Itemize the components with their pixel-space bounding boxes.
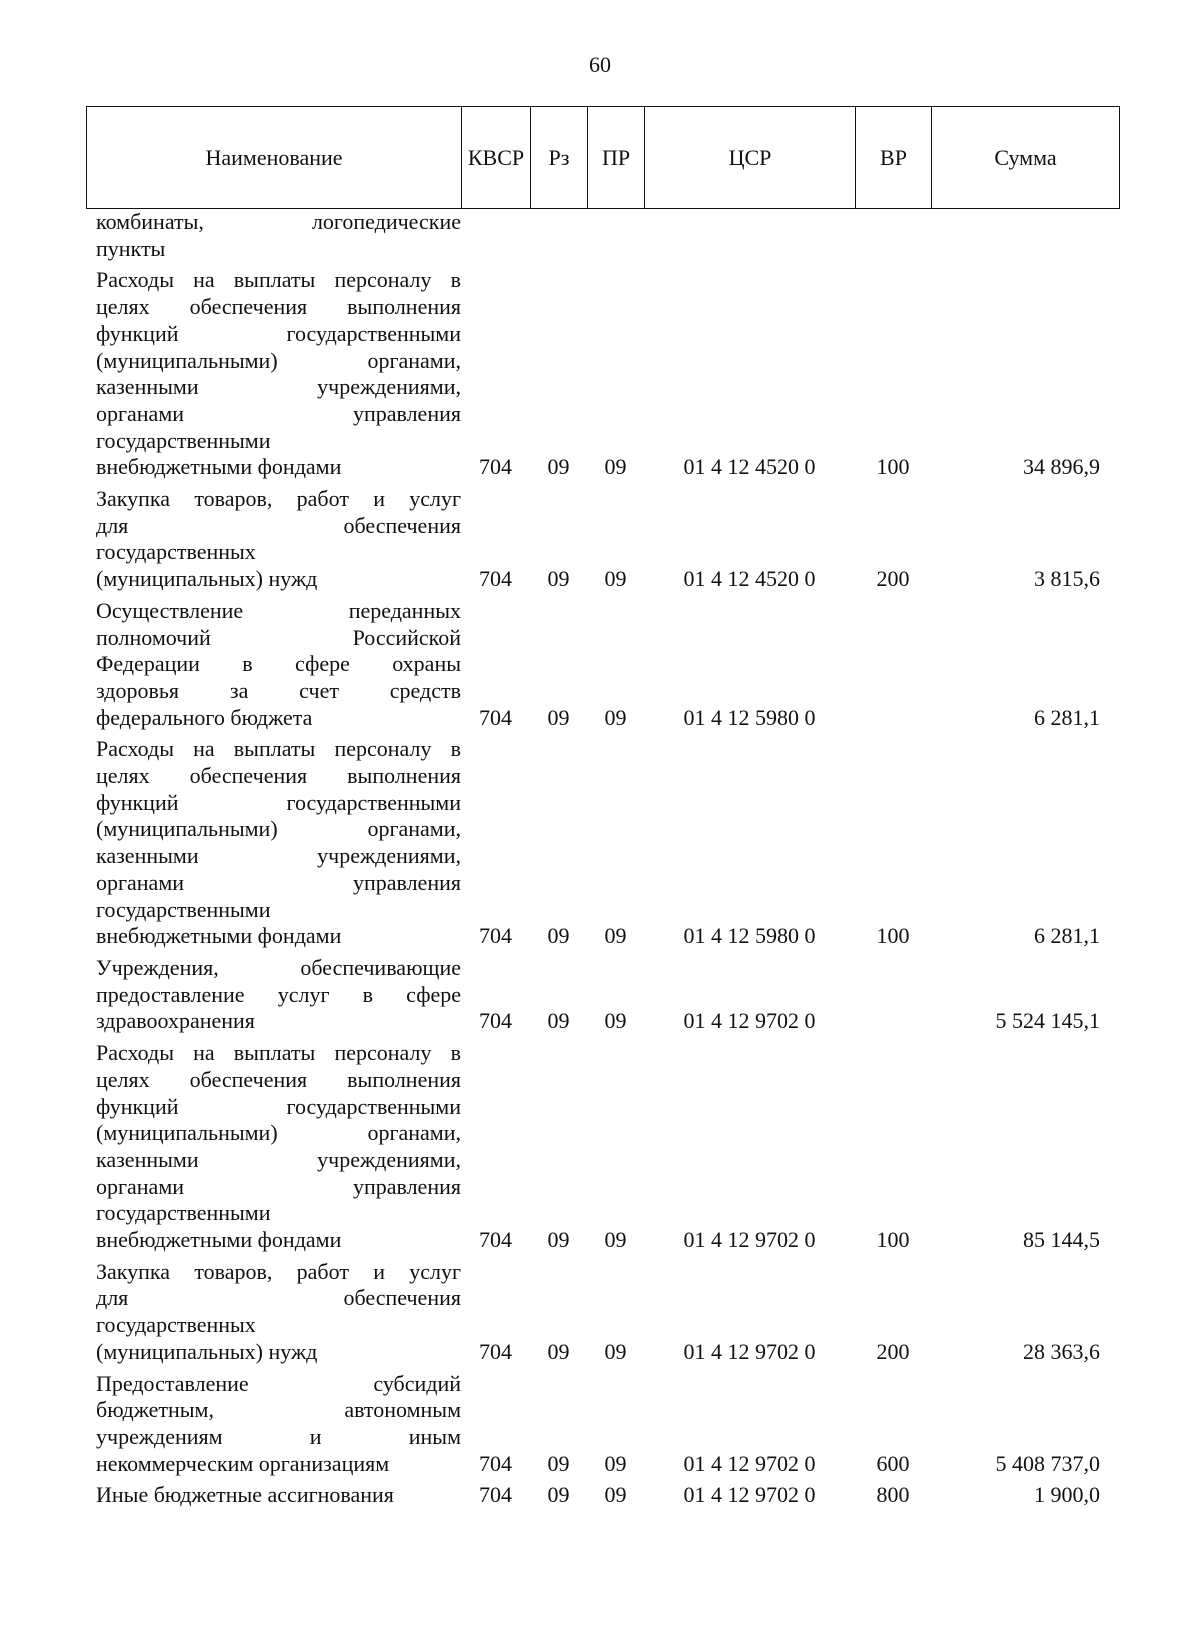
row-sum: 34 896,9 bbox=[1023, 454, 1100, 480]
row-name-line: внебюджетными фондами bbox=[96, 1227, 342, 1253]
row-rz: 09 bbox=[547, 704, 570, 730]
row-name-line: функций государственными bbox=[96, 320, 461, 346]
row-kvsr: 704 bbox=[479, 1227, 512, 1253]
row-name-line: предоставление услуг в сфере bbox=[96, 981, 461, 1007]
row-name-line: (муниципальными) органами, bbox=[96, 816, 461, 842]
row-name-line: для обеспечения bbox=[96, 512, 461, 538]
row-name-line: Предоставление субсидий bbox=[96, 1370, 461, 1396]
row-name-line: здоровья за счет средств bbox=[96, 677, 461, 703]
row-pr: 09 bbox=[604, 1227, 627, 1253]
row-name-line: органами управления bbox=[96, 400, 461, 426]
row-csr: 01 4 12 9702 0 bbox=[683, 1008, 816, 1034]
row-csr: 01 4 12 9702 0 bbox=[683, 1482, 816, 1508]
row-sum: 5 524 145,1 bbox=[995, 1008, 1100, 1034]
row-name-line: комбинаты, логопедические bbox=[96, 209, 461, 234]
row-name-line: Закупка товаров, работ и услуг bbox=[96, 486, 461, 512]
row-kvsr: 704 bbox=[479, 1482, 512, 1508]
row-name bbox=[86, 955, 461, 1035]
row-csr: 01 4 12 9702 0 bbox=[683, 1338, 816, 1364]
table-row bbox=[86, 1040, 1120, 1254]
row-name-line: целях обеспечения выполнения bbox=[96, 763, 461, 789]
row-name bbox=[86, 486, 461, 593]
row-rz: 09 bbox=[547, 566, 570, 592]
header-vr: ВР bbox=[856, 107, 932, 208]
row-rz: 09 bbox=[547, 923, 570, 949]
table-row bbox=[86, 1482, 1120, 1509]
table-row bbox=[86, 486, 1120, 593]
row-name-line: государственных bbox=[96, 539, 256, 565]
row-name-line: государственных bbox=[96, 1312, 256, 1338]
header-name: Наименование bbox=[87, 107, 462, 208]
row-name-line: бюджетным, автономным bbox=[96, 1397, 461, 1423]
row-name-line: государственными bbox=[96, 1200, 271, 1226]
row-name-line: некоммерческим организациям bbox=[96, 1450, 390, 1476]
row-vr: 200 bbox=[876, 1338, 910, 1364]
row-name-line: казенными учреждениями, bbox=[96, 1146, 461, 1172]
row-name bbox=[86, 209, 461, 262]
row-sum: 6 281,1 bbox=[1034, 704, 1100, 730]
row-rz: 09 bbox=[547, 1450, 570, 1476]
row-name-line: Расходы на выплаты персоналу в bbox=[96, 267, 461, 293]
row-name-line: (муниципальными) органами, bbox=[96, 347, 461, 373]
table-row bbox=[86, 267, 1120, 481]
table-row bbox=[86, 1371, 1120, 1478]
row-sum: 6 281,1 bbox=[1034, 923, 1100, 949]
row-name-line: (муниципальных) нужд bbox=[96, 566, 318, 592]
row-vr: 100 bbox=[876, 1227, 910, 1253]
row-vr: 600 bbox=[876, 1450, 910, 1476]
row-kvsr: 704 bbox=[479, 1338, 512, 1364]
row-name-line: здравоохранения bbox=[96, 1008, 255, 1034]
row-sum: 5 408 737,0 bbox=[995, 1450, 1100, 1476]
row-name-line: государственными bbox=[96, 896, 271, 922]
row-csr: 01 4 12 9702 0 bbox=[683, 1227, 816, 1253]
row-pr: 09 bbox=[604, 1008, 627, 1034]
row-name-line: внебюджетными фондами bbox=[96, 454, 342, 480]
row-vr: 200 bbox=[876, 566, 910, 592]
row-name-line: целях обеспечения выполнения bbox=[96, 1066, 461, 1092]
row-name-line: казенными учреждениями, bbox=[96, 374, 461, 400]
row-sum: 3 815,6 bbox=[1034, 566, 1100, 592]
row-rz: 09 bbox=[547, 1008, 570, 1034]
row-pr: 09 bbox=[604, 1338, 627, 1364]
row-name-line: функций государственными bbox=[96, 1093, 461, 1119]
row-pr: 09 bbox=[604, 1450, 627, 1476]
row-rz: 09 bbox=[547, 1227, 570, 1253]
row-kvsr: 704 bbox=[479, 1008, 512, 1034]
row-rz: 09 bbox=[547, 454, 570, 480]
row-rz: 09 bbox=[547, 1338, 570, 1364]
row-pr: 09 bbox=[604, 454, 627, 480]
row-name-line: органами управления bbox=[96, 1173, 461, 1199]
row-kvsr: 704 bbox=[479, 566, 512, 592]
row-name-line: Учреждения, обеспечивающие bbox=[96, 954, 461, 980]
header-pr: ПР bbox=[588, 107, 645, 208]
row-sum: 1 900,0 bbox=[1034, 1482, 1100, 1508]
row-name-line: целях обеспечения выполнения bbox=[96, 294, 461, 320]
row-name bbox=[86, 736, 461, 950]
row-name bbox=[86, 1371, 461, 1478]
row-name-line: Расходы на выплаты персоналу в bbox=[96, 736, 461, 762]
row-name-line: учреждениям и иным bbox=[96, 1423, 461, 1449]
row-name-line: внебюджетными фондами bbox=[96, 923, 342, 949]
table-row bbox=[86, 598, 1120, 732]
row-kvsr: 704 bbox=[479, 704, 512, 730]
table-row bbox=[86, 1259, 1120, 1366]
row-name bbox=[86, 267, 461, 481]
row-rz: 09 bbox=[547, 1482, 570, 1508]
row-kvsr: 704 bbox=[479, 454, 512, 480]
header-sum: Сумма bbox=[994, 144, 1057, 170]
row-name bbox=[86, 1259, 461, 1366]
header-kvsr: КВСР bbox=[462, 107, 531, 208]
row-csr: 01 4 12 4520 0 bbox=[683, 566, 816, 592]
row-name-line: пункты bbox=[96, 235, 166, 261]
row-name-line: для обеспечения bbox=[96, 1285, 461, 1311]
header-rz: Рз bbox=[531, 107, 588, 208]
row-pr: 09 bbox=[604, 566, 627, 592]
row-pr: 09 bbox=[604, 704, 627, 730]
row-sum: 28 363,6 bbox=[1023, 1338, 1100, 1364]
row-pr: 09 bbox=[604, 923, 627, 949]
row-name-line: Федерации в сфере охраны bbox=[96, 651, 461, 677]
table-row bbox=[86, 736, 1120, 950]
table-row bbox=[86, 209, 1120, 262]
row-name-line: федерального бюджета bbox=[96, 704, 313, 730]
table-row bbox=[86, 955, 1120, 1035]
row-name bbox=[86, 1482, 461, 1509]
row-name-line: Расходы на выплаты персоналу в bbox=[96, 1040, 461, 1066]
row-name-line: (муниципальными) органами, bbox=[96, 1120, 461, 1146]
row-vr: 100 bbox=[876, 923, 910, 949]
row-name-line: (муниципальных) нужд bbox=[96, 1338, 318, 1364]
row-csr: 01 4 12 5980 0 bbox=[683, 923, 816, 949]
row-name-line: Иные бюджетные ассигнования bbox=[96, 1482, 394, 1508]
row-name-line: Осуществление переданных bbox=[96, 597, 461, 623]
row-sum: 85 144,5 bbox=[1023, 1227, 1100, 1253]
row-csr: 01 4 12 4520 0 bbox=[683, 454, 816, 480]
header-csr: ЦСР bbox=[645, 107, 856, 208]
row-name-line: казенными учреждениями, bbox=[96, 843, 461, 869]
row-name-line: функций государственными bbox=[96, 789, 461, 815]
row-csr: 01 4 12 5980 0 bbox=[683, 704, 816, 730]
table-body bbox=[86, 209, 1120, 1514]
row-name-line: полномочий Российской bbox=[96, 624, 461, 650]
row-vr: 800 bbox=[876, 1482, 910, 1508]
row-name-line: органами управления bbox=[96, 869, 461, 895]
row-csr: 01 4 12 9702 0 bbox=[683, 1450, 816, 1476]
row-kvsr: 704 bbox=[479, 923, 512, 949]
row-name-line: государственными bbox=[96, 427, 271, 453]
page-number: 60 bbox=[589, 52, 611, 77]
row-vr: 100 bbox=[876, 454, 910, 480]
row-pr: 09 bbox=[604, 1482, 627, 1508]
row-name bbox=[86, 598, 461, 732]
table-header bbox=[86, 106, 1120, 209]
row-kvsr: 704 bbox=[479, 1450, 512, 1476]
row-name bbox=[86, 1040, 461, 1254]
row-name-line: Закупка товаров, работ и услуг bbox=[96, 1258, 461, 1284]
